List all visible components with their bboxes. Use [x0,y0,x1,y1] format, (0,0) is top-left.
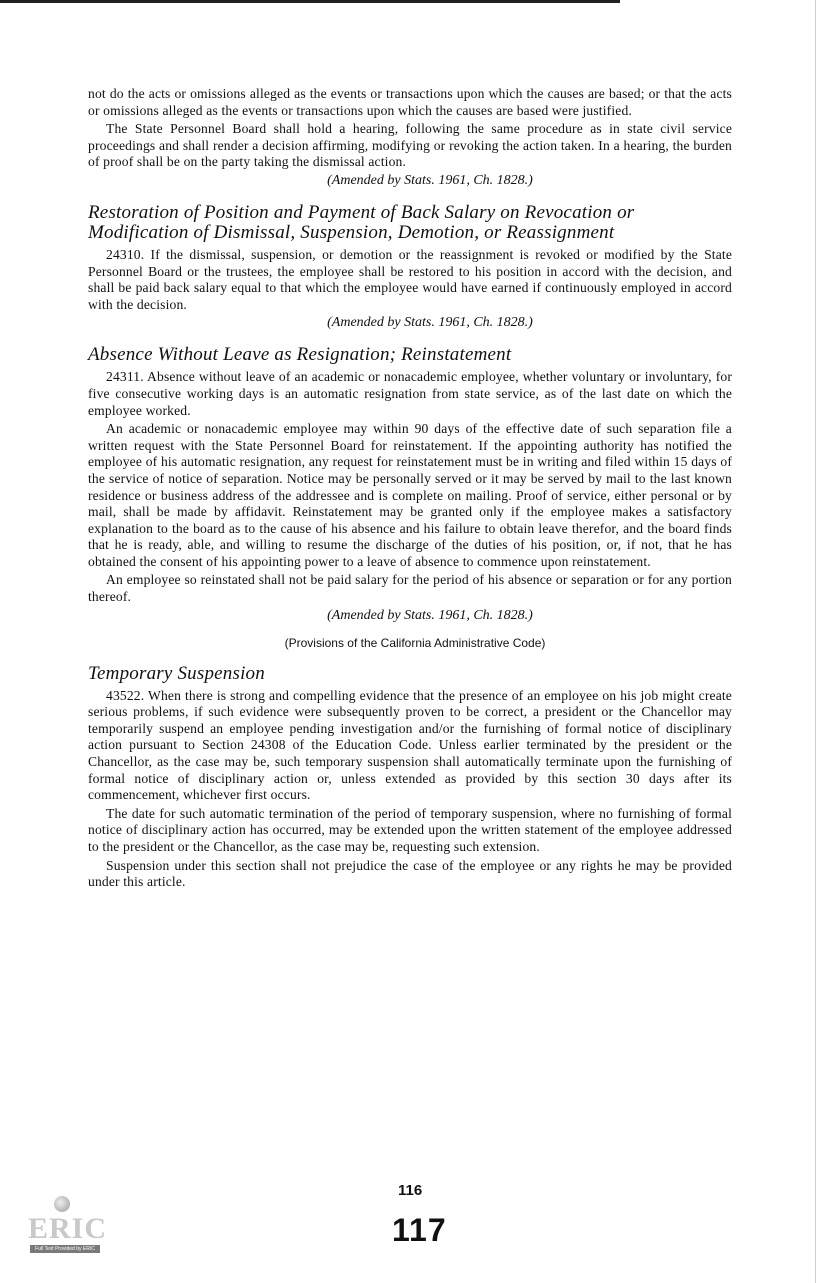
amendment-note: (Amended by Stats. 1961, Ch. 1828.) [327,172,533,188]
section-43522-para-2: The date for such automatic termination of the period of temporary suspension, where no furnishing of formal notice of disciplinary action has occurred, may be extended upon the written statement of the employee addressed to the president or the Chancellor, as the case may be, requesting such extension. [88,805,732,854]
section-heading-absence: Absence Without Leave as Resignation; Reinstatement [88,344,512,366]
amendment-note: (Amended by Stats. 1961, Ch. 1828.) [327,315,533,331]
section-24311-para-2: An academic or nonacademic employee may within 90 days of the effective date of such separation file a written request with the State Personnel Board for reinstatement. If the appointing authority has notified the employee of his automatic resignation, any request for reinstatement must be in writing and filed within 15 days of the service of notice of separation. Notice may be personally served or it may be served by mail to the last known residence or business address of the addressee and is complete on mailing. Proof of service, either personal or by mail, shall be made by affidavit. Reinstatement may be granted only if the employee makes a satisfactory explanation to the board as to the cause of his absence and his failure to obtain leave therefor, and the board finds that he is ready, able, and willing to resume the discharge of the duties of his position, or, if not, that he has obtained the consent of his appointing power to a leave of absence to commence upon reinstatement. [88,421,732,569]
amendment-note: (Amended by Stats. 1961, Ch. 1828.) [327,607,533,623]
eric-logo-text: ERIC [28,1212,108,1245]
page-number: 116 [398,1182,423,1199]
section-heading-restoration: Restoration of Position and Payment of Back Salary on Revocation or Modification of Dismissal, Suspension, Demotion, or Reassignment [88,201,635,243]
top-rule [0,0,620,3]
page-edge [815,0,816,1283]
section-24311-para-1: 24311. Absence without leave of an academic or nonacademic employee, whether voluntary or involuntary, for five consecutive working days is an automatic resignation from state service, as of the last date on which the employee worked. [88,369,732,418]
paragraph-hearing: The State Personnel Board shall hold a hearing, following the same procedure as in state civil service proceedings and shall render a decision affirming, modifying or revoking the action taken. In a hearing, the burden of proof shall be on the party taking the dismissal action. [88,121,732,170]
paragraph-continuation: not do the acts or omissions alleged as the events or transactions upon which the causes are based; or that the acts or omissions alleged as the events or transactions upon which the causes are based were justified. [88,86,732,118]
document-body [88,86,732,891]
eric-emblem-icon [54,1196,70,1212]
section-43522-para-3: Suspension under this section shall not prejudice the case of the employee or any rights he may be provided under this article. [88,857,732,890]
section-24310: 24310. If the dismissal, suspension, or demotion or the reassignment is revoked or modified by the State Personnel Board or the trustees, the employee shall be restored to his position in accord with the decision, and shall be paid back salary equal to that which the employee would have earned if continuously employed in accord with the decision. [88,246,732,312]
eric-logo-tagline: Full Text Provided by ERIC [30,1245,100,1253]
section-heading-temporary-suspension: Temporary Suspension [88,662,265,684]
eric-logo [28,1192,108,1256]
section-24311-para-3: An employee so reinstated shall not be paid salary for the period of his absence or separation or for any portion thereof. [88,572,732,605]
provisions-note: (Provisions of the California Administrative Code) [284,635,546,650]
section-43522-para-1: 43522. When there is strong and compelling evidence that the presence of an employee on his job might create serious problems, if such evidence were subsequently proven to be correct, a president or the Chancellor may temporarily suspend an employee pending investigation and/or the furnishing of formal notice of disciplinary action pursuant to Section 24308 of the Education Code. Unless earlier terminated by the president or the Chancellor, as the case may be, such temporary suspension shall automatically terminate upon the furnishing of formal notice of disciplinary action or, unless extended as provided by this section 30 days after its commencement, whichever first occurs. [88,687,732,803]
stamped-page-number: 117 [392,1212,447,1248]
